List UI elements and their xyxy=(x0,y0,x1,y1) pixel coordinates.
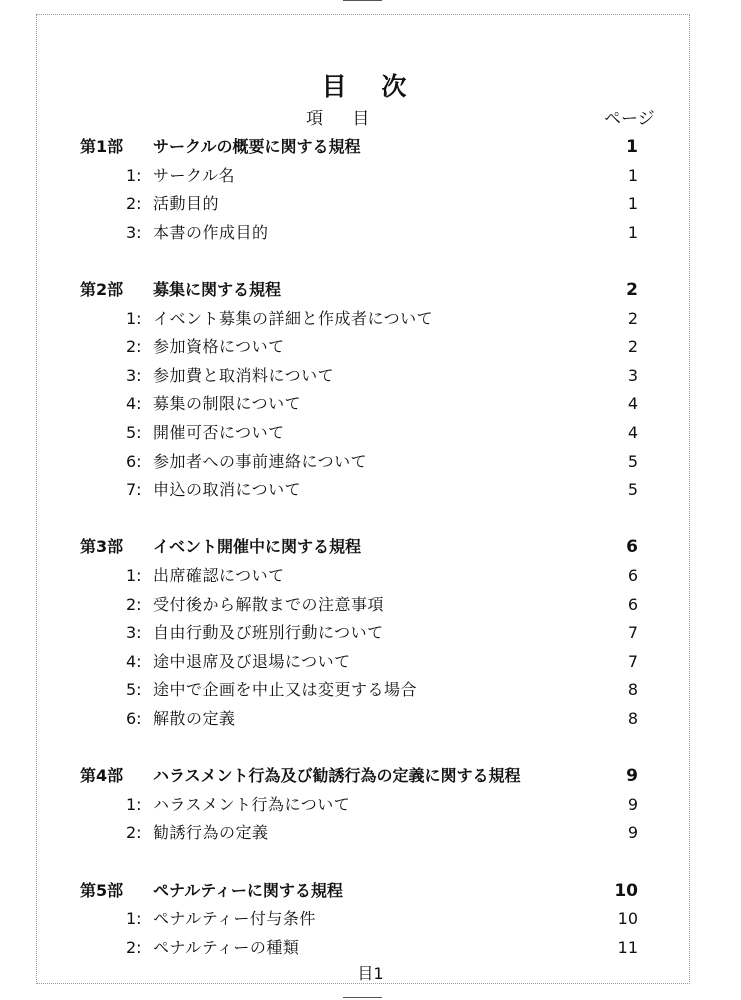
toc-item-row[interactable] xyxy=(0,935,741,961)
item-number: 3: xyxy=(126,623,142,643)
toc-item-row[interactable] xyxy=(0,906,741,932)
item-title: ペナルティー付与条件 xyxy=(153,909,316,929)
item-title: 本書の作成目的 xyxy=(153,222,269,242)
item-page-number: 1 xyxy=(627,165,638,185)
item-page-number: 10 xyxy=(617,909,638,929)
item-title: 参加資格について xyxy=(153,337,285,357)
item-number: 2: xyxy=(126,594,142,614)
toc-item-row[interactable] xyxy=(0,449,741,475)
item-page-number: 9 xyxy=(627,794,638,814)
item-number: 4: xyxy=(126,651,142,671)
part-label: 第3部 xyxy=(80,537,124,557)
item-number: 6: xyxy=(126,709,142,728)
item-page-number: 5 xyxy=(627,451,638,471)
item-number: 1: xyxy=(126,909,142,929)
item-title: サークル名 xyxy=(153,165,236,185)
toc-item-row[interactable] xyxy=(0,220,741,246)
toc-item-row[interactable] xyxy=(0,592,741,618)
item-page-number: 2 xyxy=(627,308,638,328)
item-title: 自由行動及び班別行動について xyxy=(153,623,384,643)
item-page-number: 7 xyxy=(627,623,638,643)
item-page-number: 9 xyxy=(627,823,638,843)
item-page-number: 8 xyxy=(627,709,638,728)
toc-item-row[interactable] xyxy=(0,334,741,360)
item-page-number: 7 xyxy=(627,651,638,671)
item-title: 勧誘行為の定義 xyxy=(153,823,269,843)
item-number: 1: xyxy=(126,566,142,585)
item-number: 2: xyxy=(126,823,142,843)
part-label: 第2部 xyxy=(80,280,124,299)
item-title: 途中で企画を中止又は変更する場合 xyxy=(153,680,418,700)
part-title: ペナルティーに関する規程 xyxy=(153,880,343,900)
part-title: イベント開催中に関する規程 xyxy=(153,537,362,557)
item-title: 出席確認について xyxy=(153,566,285,585)
item-number: 2: xyxy=(126,937,142,957)
item-title: 参加費と取消料について xyxy=(153,365,335,385)
toc-item-row[interactable] xyxy=(0,677,741,703)
part-page-number: 1 xyxy=(626,137,638,157)
item-page-number: 6 xyxy=(627,566,638,585)
item-page-number: 3 xyxy=(627,365,638,385)
part-page-number: 6 xyxy=(626,537,638,558)
toc-item-row[interactable] xyxy=(0,706,741,732)
item-number: 3: xyxy=(126,365,142,385)
item-title: 解散の定義 xyxy=(153,709,236,728)
toc-part-row[interactable] xyxy=(0,878,741,904)
item-page-number: 2 xyxy=(627,337,638,357)
toc-item-row[interactable] xyxy=(0,620,741,646)
item-title: ペナルティーの種類 xyxy=(153,937,300,957)
page-column-header: ページ xyxy=(604,109,655,129)
toc-part-row[interactable] xyxy=(0,134,741,160)
item-title: 参加者への事前連絡について xyxy=(153,451,368,471)
part-label: 第1部 xyxy=(80,137,124,156)
part-title: サークルの概要に関する規程 xyxy=(153,137,361,156)
toc-item-row[interactable] xyxy=(0,649,741,675)
item-page-number: 1 xyxy=(627,194,638,214)
part-page-number: 9 xyxy=(626,766,638,787)
item-number: 3: xyxy=(126,222,142,242)
item-number: 1: xyxy=(126,308,142,328)
item-number: 5: xyxy=(126,680,142,700)
item-number: 2: xyxy=(126,337,142,357)
item-title: 募集の制限について xyxy=(153,394,302,414)
item-title: 途中退席及び退場について xyxy=(153,651,351,671)
item-number: 2: xyxy=(126,194,142,214)
item-page-number: 4 xyxy=(627,423,638,442)
item-title: 活動目的 xyxy=(153,194,220,214)
part-title: 募集に関する規程 xyxy=(153,280,282,299)
toc-item-row[interactable] xyxy=(0,391,741,417)
toc-part-row[interactable] xyxy=(0,763,741,789)
toc-item-row[interactable] xyxy=(0,163,741,189)
toc-item-row[interactable] xyxy=(0,792,741,818)
toc-item-row[interactable] xyxy=(0,477,741,503)
page-bottom-marker xyxy=(343,997,382,998)
toc-item-row[interactable] xyxy=(0,820,741,846)
item-page-number: 11 xyxy=(617,937,638,957)
item-page-number: 5 xyxy=(627,480,638,500)
item-title: ハラスメント行為について xyxy=(153,794,351,814)
toc-item-row[interactable] xyxy=(0,420,741,446)
item-number: 6: xyxy=(126,451,142,471)
part-title: ハラスメント行為及び勧誘行為の定義に関する規程 xyxy=(153,766,521,786)
toc-part-row[interactable] xyxy=(0,534,741,560)
item-title: 開催可否について xyxy=(153,423,285,442)
toc-item-row[interactable] xyxy=(0,363,741,389)
part-page-number: 2 xyxy=(626,280,638,300)
toc-part-row[interactable] xyxy=(0,277,741,303)
item-page-number: 8 xyxy=(627,680,638,700)
item-number: 5: xyxy=(126,423,142,442)
item-title: 受付後から解散までの注意事項 xyxy=(153,594,385,614)
item-title: イベント募集の詳細と作成者について xyxy=(153,308,434,328)
item-page-number: 4 xyxy=(627,394,638,414)
item-page-number: 1 xyxy=(627,222,638,242)
item-number: 1: xyxy=(126,165,142,185)
item-title: 申込の取消について xyxy=(153,480,302,500)
part-label: 第4部 xyxy=(80,766,124,786)
toc-item-row[interactable] xyxy=(0,306,741,332)
toc-item-row[interactable] xyxy=(0,563,741,589)
item-column-header: 項 目 xyxy=(306,109,382,129)
item-number: 7: xyxy=(126,480,142,500)
item-page-number: 6 xyxy=(627,594,638,614)
part-label: 第5部 xyxy=(80,880,124,900)
item-number: 1: xyxy=(126,794,142,814)
toc-title: 目 次 xyxy=(321,72,420,101)
toc-item-row[interactable] xyxy=(0,191,741,217)
part-page-number: 10 xyxy=(614,880,638,901)
page-number-footer: 目1 xyxy=(357,964,384,983)
item-number: 4: xyxy=(126,394,142,414)
